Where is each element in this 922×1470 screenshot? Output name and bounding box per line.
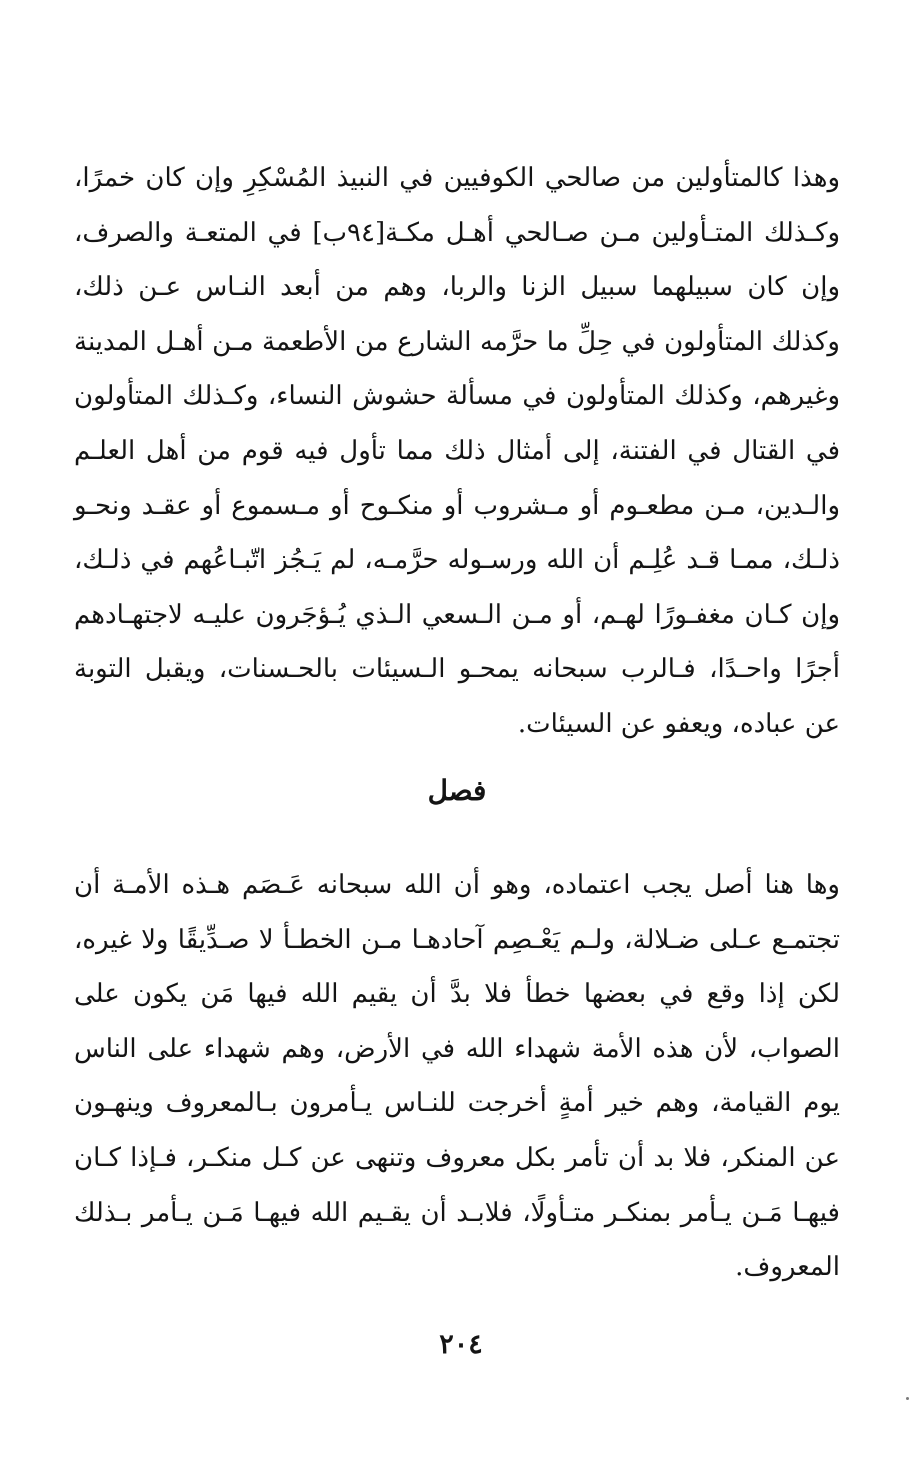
paragraph-1: وهذا كالمتأولين من صالحي الكوفيين في النبيذ المُسْكِرِ وإن كان خمرًا، وكـذلك المتـأولين مـن صـالحي أهـل مكـة[٩٤ب] في المتعـة والصرف، وإن كان سبيلهما سبيل الزنا والربا، وهم من أبعد النـاس عـن ذلك، وكذلك المتأولون في حِلِّ ما حرَّمه الشارع من الأطعمة مـن أهـل المدينة وغيرهم، وكذلك المتأولون في مسألة حشوش النساء، وكـذلك المتأولون في القتال في الفتنة، إلى أمثال ذلك مما تأول فيه قوم من أهل العلـم والـدين، مـن مطعـوم أو مـشروب أو منكـوح أو مـسموع أو عقـد ونحـو ذلـك، ممـا قـد عُلِـم أن الله ورسـوله حرَّمـه، لم يَـجُز اتّبـاعُهم في ذلـك، وإن كـان مغفـورًا لهـم، أو مـن الـسعي الـذي يُـؤجَرون عليـه لاجتهـادهم أجرًا واحـدًا، فـالرب سبحانه يمحـو الـسيئات بالحـسنات، ويقبل التوبة عن عباده، ويعفو عن السيئات. [74,163,841,739]
section-heading: فصل [427,774,487,807]
paragraph-2: وها هنا أصل يجب اعتماده، وهو أن الله سبحانه عَـصَم هـذه الأمـة أن تجتمـع عـلى ضـلالة، ولـم يَعْـصِم آحادهـا مـن الخطـأ لا صـدِّيقًا ولا غيره، لكن إذا وقع في بعضها خطأ فلا بدَّ أن يقيم الله فيها مَن يكون على الصواب، لأن هذه الأمة شهداء الله في الأرض، وهم شهداء على الناس يوم القيامة، وهم خير أمةٍ أخرجت للنـاس يـأمرون بـالمعروف وينهـون عن المنكر، فلا بد أن تأمر بكل معروف وتنهى عن كـل منكـر، فـإذا كـان فيهـا مَـن يـأمر بمنكـر متـأولًا، فلابـد أن يقـيم الله فيهـا مَـن يـأمر بـذلك المعروف. [74,870,840,1283]
page-number: ٢٠٤ [439,1329,483,1360]
scan-speck [906,1397,909,1400]
